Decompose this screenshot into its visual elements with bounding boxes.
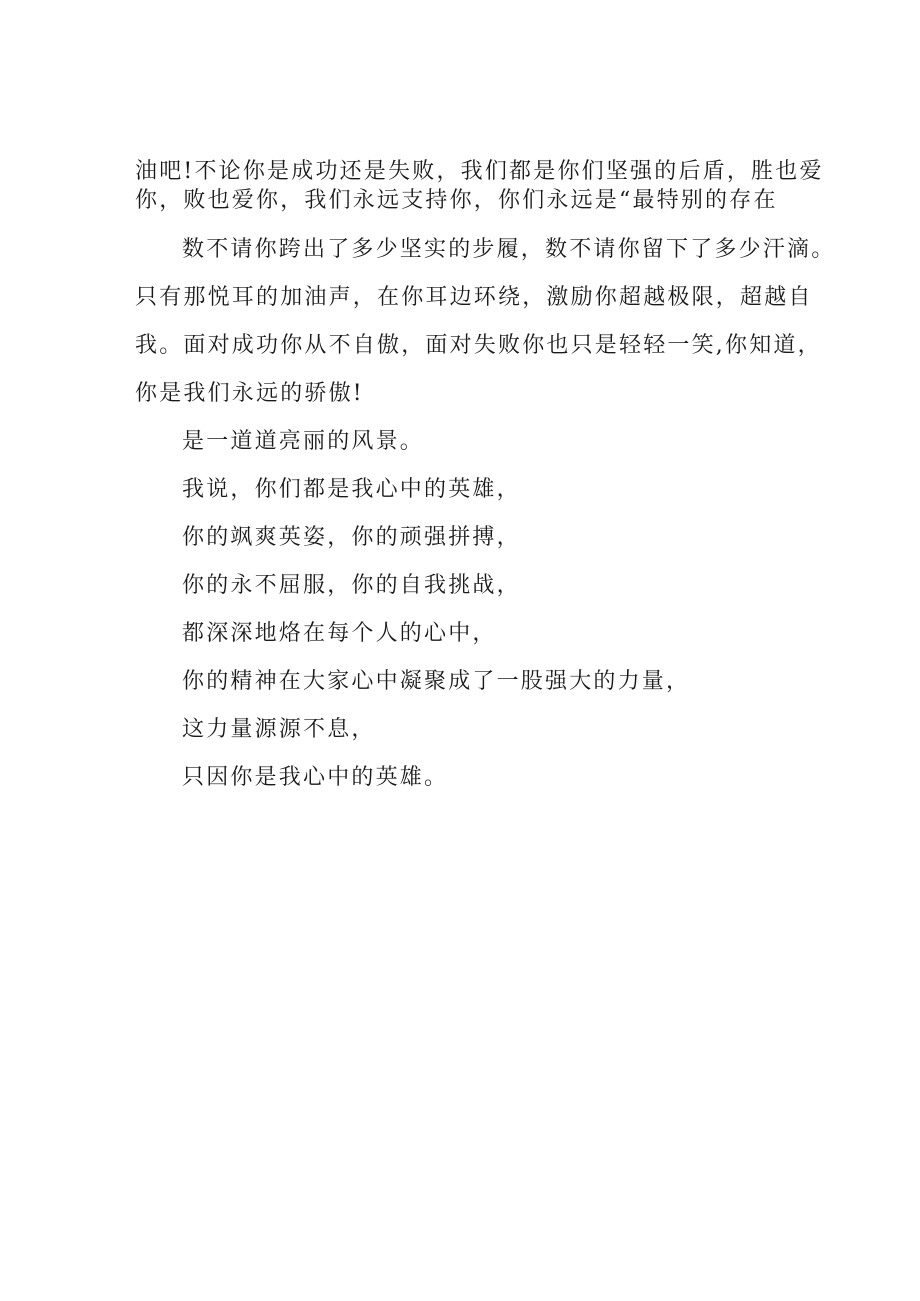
- poem-line-1: 我说，你们都是我心中的英雄，: [182, 477, 521, 502]
- paragraph-2-line-1: 数不请你跨出了多少坚实的步履，数不请你留下了多少汗滴。: [182, 237, 836, 262]
- paragraph-2-line-2: 只有那悦耳的加油声，在你耳边环绕，激励你超越极限，超越自: [135, 285, 813, 310]
- poem-line-2: 你的飒爽英姿，你的顽强拼搏，: [182, 525, 521, 550]
- poem-line-3: 你的永不屈服，你的自我挑战，: [182, 573, 521, 598]
- poem-line-6: 这力量源源不息，: [182, 717, 376, 742]
- paragraph-3: 是一道道亮丽的风景。: [182, 429, 425, 454]
- paragraph-2-line-4: 你是我们永远的骄傲!: [135, 381, 364, 406]
- poem-line-7: 只因你是我心中的英雄。: [182, 765, 449, 790]
- paragraph-2-line-3: 我。面对成功你从不自傲，面对失败你也只是轻轻一笑,你知道，: [135, 333, 822, 358]
- poem-line-4: 都深深地烙在每个人的心中，: [182, 621, 497, 646]
- paragraph-1-line-2: 你，败也爱你，我们永远支持你，你们永远是“最特别的存在: [135, 188, 778, 213]
- poem-line-5: 你的精神在大家心中凝聚成了一股强大的力量，: [182, 669, 691, 694]
- paragraph-1-line-1: 油吧!不论你是成功还是失败，我们都是你们坚强的后盾，胜也爱: [135, 159, 824, 184]
